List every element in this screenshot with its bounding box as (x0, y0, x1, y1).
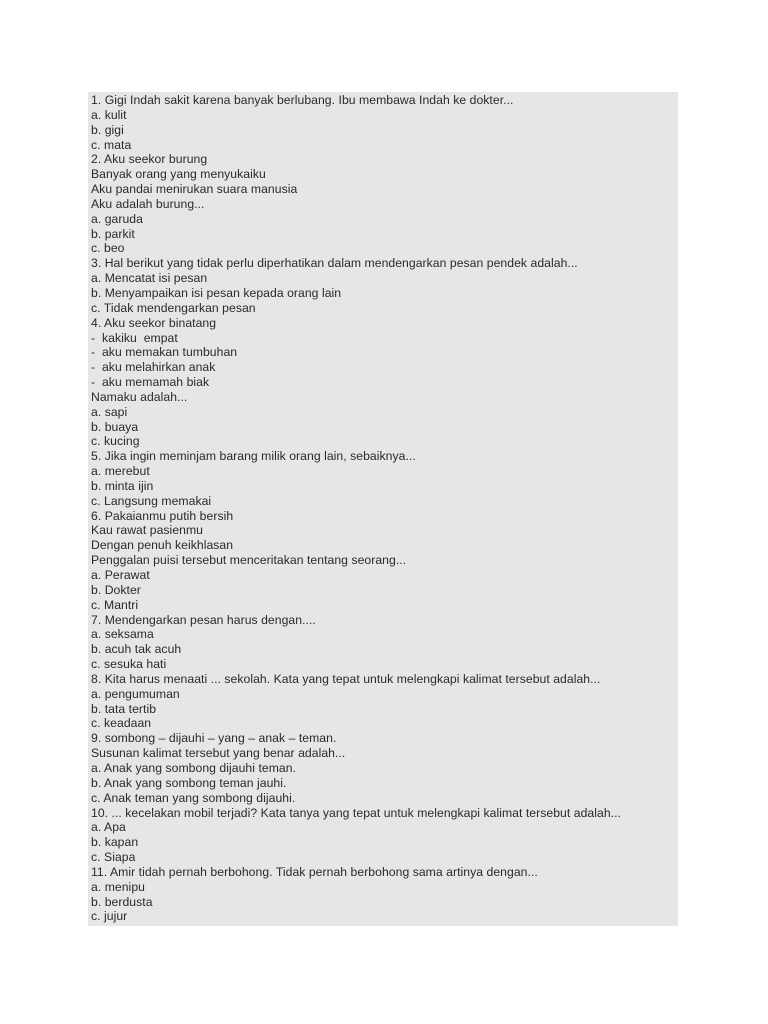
option-9b: b. Anak yang sombong teman jauhi. (91, 775, 287, 790)
option-8a: a. pengumuman (91, 686, 180, 701)
question-2-line-2: Banyak orang yang menyukaiku (91, 167, 266, 182)
question-3: 3. Hal berikut yang tidak perlu diperhatikan dalam mendengarkan pesan pendek adalah... (91, 256, 578, 271)
option-5c: c. Langsung memakai (91, 493, 212, 508)
option-5a: a. merebut (91, 464, 150, 479)
option-5b: b. minta ijin (91, 478, 154, 493)
option-9a: a. Anak yang sombong dijauhi teman. (91, 760, 297, 775)
option-3b: b. Menyampaikan isi pesan kepada orang lain (91, 285, 342, 300)
option-11a: a. menipu (91, 879, 145, 894)
option-1c: c. mata (91, 137, 132, 152)
option-4a: a. sapi (91, 404, 128, 419)
question-6-prompt: Penggalan puisi tersebut menceritakan tentang seorang... (91, 553, 407, 568)
question-6: 6. Pakaianmu putih bersih (91, 508, 234, 523)
option-3c: c. Tidak mendengarkan pesan (91, 300, 256, 315)
option-10b: b. kapan (91, 835, 139, 850)
option-6a: a. Perawat (91, 568, 150, 582)
option-10c: c. Siapa (91, 850, 136, 865)
option-4b: b. buaya (91, 419, 139, 434)
option-8c: c. keadaan (91, 716, 152, 731)
question-4-bullet-4: - aku memamah biak (91, 375, 210, 390)
option-2c: c. beo (91, 241, 125, 256)
option-4c: c. kucing (91, 434, 140, 449)
option-1b: b. gigi (91, 122, 124, 137)
question-6-line-3: Dengan penuh keikhlasan (91, 538, 234, 553)
question-2-line-3: Aku pandai menirukan suara manusia (91, 182, 298, 197)
option-8b: b. tata tertib (91, 701, 157, 716)
option-6b: b. Dokter (91, 582, 141, 597)
question-4-bullet-1: - kakiku empat (91, 330, 178, 345)
question-8: 8. Kita harus menaati ... sekolah. Kata yang tepat untuk melengkapi kalimat tersebut adalah... (91, 671, 601, 686)
option-2b: b. parkit (91, 226, 135, 241)
question-11: 11. Amir tidah pernah berbohong. Tidak pernah berbohong sama artinya dengan... (91, 864, 538, 879)
option-10a: a. Apa (91, 820, 126, 835)
option-6c: c. Mantri (91, 597, 139, 612)
question-9-prompt: Susunan kalimat tersebut yang benar adalah... (91, 746, 346, 761)
option-1a: a. kulit (91, 107, 127, 122)
question-5: 5. Jika ingin meminjam barang milik orang lain, sebaiknya... (91, 449, 416, 464)
option-11c: c. jujur (91, 909, 128, 924)
option-7c: c. sesuka hati (91, 657, 167, 672)
question-6-line-2: Kau rawat pasienmu (91, 523, 204, 538)
question-10: 10. ... kecelakan mobil terjadi? Kata tanya yang tepat untuk melengkapi kalimat tersebut adalah... (91, 805, 621, 820)
question-9: 9. sombong – dijauhi – yang – anak – teman. (91, 731, 337, 746)
question-4-bullet-2: - aku memakan tumbuhan (91, 345, 238, 360)
option-3a: a. Mencatat isi pesan (91, 271, 208, 286)
question-7: 7. Mendengarkan pesan harus dengan.... (91, 612, 316, 627)
option-7b: b. acuh tak acuh (91, 642, 182, 657)
question-2-line-4: Aku adalah burung... (91, 196, 205, 211)
option-7a: a. seksama (91, 627, 154, 642)
option-2a: a. garuda (91, 211, 143, 226)
question-4: 4. Aku seekor binatang (91, 315, 217, 330)
option-11b: b. berdusta (91, 894, 153, 909)
question-4-bullet-3: - aku melahirkan anak (91, 360, 216, 375)
question-4-prompt: Namaku adalah... (91, 389, 188, 404)
question-1: 1. Gigi Indah sakit karena banyak berlubang. Ibu membawa Indah ke dokter... (91, 93, 514, 107)
document-text-block (88, 92, 678, 926)
question-2: 2. Aku seekor burung (91, 152, 208, 167)
option-9c: c. Anak teman yang sombong dijauhi. (91, 790, 296, 805)
